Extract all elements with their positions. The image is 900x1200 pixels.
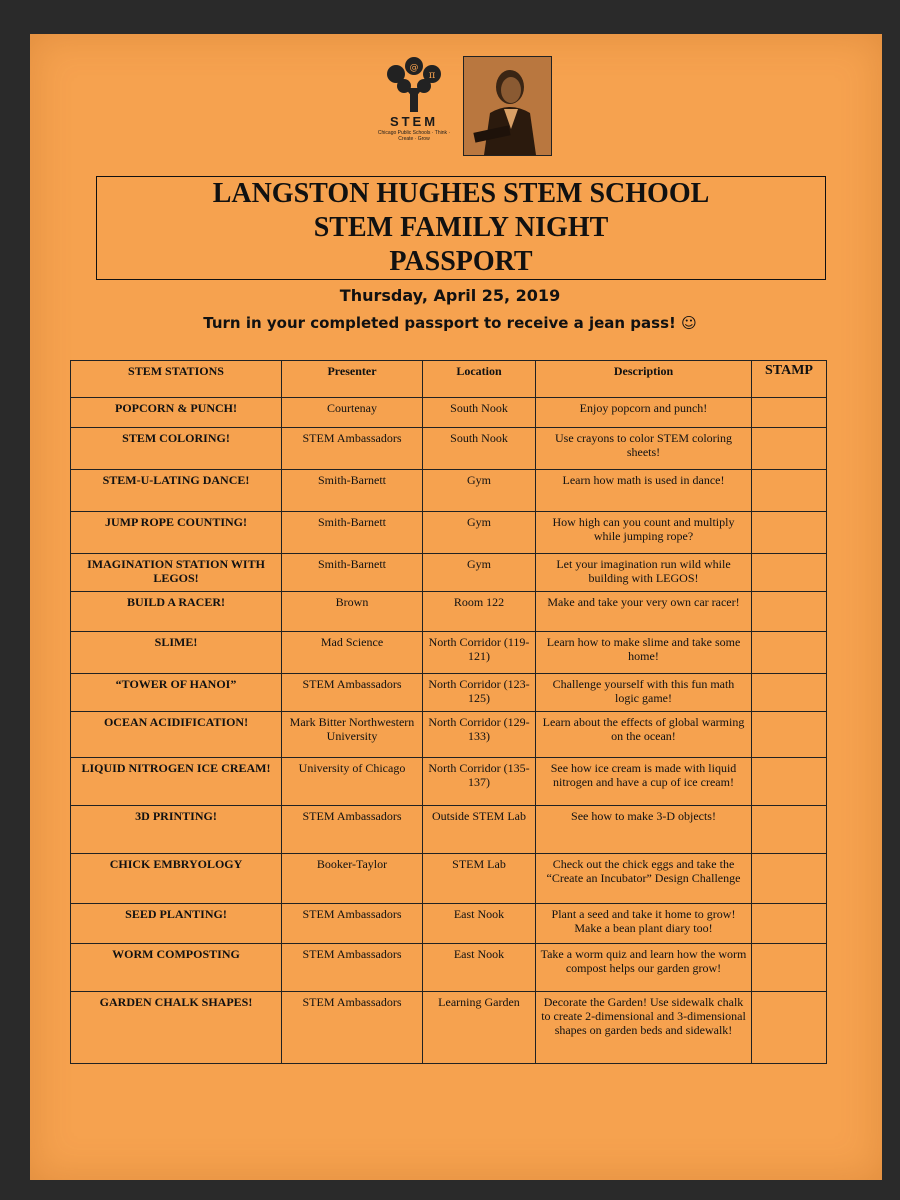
description-cell: Check out the chick eggs and take the “Create an Incubator” Design Challenge	[536, 854, 752, 904]
stamp-cell[interactable]	[752, 512, 827, 554]
table-row	[71, 398, 827, 428]
description-cell: Learn how math is used in dance!	[536, 470, 752, 512]
presenter-cell: STEM Ambassadors	[282, 674, 423, 712]
location-cell: North Corridor (119-121)	[423, 632, 536, 674]
header-stations: STEM STATIONS	[71, 361, 282, 398]
presenter-cell: Mad Science	[282, 632, 423, 674]
description-cell: See how ice cream is made with liquid nitrogen and have a cup of ice cream!	[536, 758, 752, 806]
station-cell: SLIME!	[71, 632, 282, 674]
stamp-cell[interactable]	[752, 428, 827, 470]
station-cell: SEED PLANTING!	[71, 904, 282, 944]
location-cell: South Nook	[423, 428, 536, 470]
logo-subtext: Chicago Public Schools · Think · Create · Grow	[377, 130, 451, 142]
location-cell: South Nook	[423, 398, 536, 428]
station-cell: STEM COLORING!	[71, 428, 282, 470]
location-cell: Gym	[423, 512, 536, 554]
title-box	[96, 176, 826, 280]
header-stamp: STAMP	[752, 361, 827, 398]
school-name: LANGSTON HUGHES STEM SCHOOL	[212, 178, 710, 209]
station-cell: POPCORN & PUNCH!	[71, 398, 282, 428]
passport-heading: PASSPORT	[389, 246, 533, 277]
presenter-cell: Booker-Taylor	[282, 854, 423, 904]
svg-text:@: @	[409, 63, 419, 73]
portrait-photo	[463, 56, 552, 156]
station-cell: JUMP ROPE COUNTING!	[71, 512, 282, 554]
logo-wordmark: STEM	[389, 114, 439, 129]
description-cell: Challenge yourself with this fun math logic game!	[536, 674, 752, 712]
event-date: Thursday, April 25, 2019	[339, 286, 561, 305]
location-cell: Room 122	[423, 592, 536, 632]
presenter-cell: Mark Bitter Northwestern University	[282, 712, 423, 758]
station-cell: WORM COMPOSTING	[71, 944, 282, 992]
stem-logo	[374, 52, 454, 152]
description-cell: Plant a seed and take it home to grow! Make a bean plant diary too!	[536, 904, 752, 944]
instruction-text: Turn in your completed passport to receive a jean pass! ☺	[203, 314, 697, 332]
stamp-cell[interactable]	[752, 554, 827, 592]
location-cell: East Nook	[423, 944, 536, 992]
location-cell: Gym	[423, 470, 536, 512]
description-cell: Make and take your very own car racer!	[536, 592, 752, 632]
presenter-cell: STEM Ambassadors	[282, 428, 423, 470]
table-row	[71, 512, 827, 554]
description-cell: Use crayons to color STEM coloring sheets!	[536, 428, 752, 470]
description-cell: See how to make 3-D objects!	[536, 806, 752, 854]
table-row	[71, 470, 827, 512]
description-cell: How high can you count and multiply while jumping rope?	[536, 512, 752, 554]
location-cell: Gym	[423, 554, 536, 592]
presenter-cell: STEM Ambassadors	[282, 992, 423, 1064]
table-body	[71, 398, 827, 1064]
description-cell: Learn about the effects of global warming on the ocean!	[536, 712, 752, 758]
stamp-cell[interactable]	[752, 398, 827, 428]
header-location: Location	[423, 361, 536, 398]
stamp-cell[interactable]	[752, 944, 827, 992]
description-cell: Decorate the Garden! Use sidewalk chalk to create 2-dimensional and 3-dimensional shapes on garden beds and sidewalk!	[536, 992, 752, 1064]
table-row	[71, 592, 827, 632]
location-cell: North Corridor (135-137)	[423, 758, 536, 806]
location-cell: STEM Lab	[423, 854, 536, 904]
table-row	[71, 632, 827, 674]
presenter-cell: STEM Ambassadors	[282, 904, 423, 944]
header-presenter: Presenter	[282, 361, 423, 398]
table-row	[71, 904, 827, 944]
table-row	[71, 554, 827, 592]
stamp-cell[interactable]	[752, 758, 827, 806]
description-cell: Learn how to make slime and take some home!	[536, 632, 752, 674]
presenter-cell: University of Chicago	[282, 758, 423, 806]
stamp-cell[interactable]	[752, 904, 827, 944]
description-cell: Let your imagination run wild while building with LEGOS!	[536, 554, 752, 592]
table-row	[71, 428, 827, 470]
table-row	[71, 992, 827, 1064]
table-row	[71, 758, 827, 806]
stamp-cell[interactable]	[752, 992, 827, 1064]
location-cell: North Corridor (123-125)	[423, 674, 536, 712]
presenter-cell: Smith-Barnett	[282, 512, 423, 554]
presenter-cell: Smith-Barnett	[282, 554, 423, 592]
presenter-cell: Smith-Barnett	[282, 470, 423, 512]
station-cell: “TOWER OF HANOI”	[71, 674, 282, 712]
presenter-cell: STEM Ambassadors	[282, 806, 423, 854]
presenter-cell: Brown	[282, 592, 423, 632]
station-cell: IMAGINATION STATION WITH LEGOS!	[71, 554, 282, 592]
table-header-row	[71, 361, 827, 398]
stamp-cell[interactable]	[752, 854, 827, 904]
header-description: Description	[536, 361, 752, 398]
location-cell: East Nook	[423, 904, 536, 944]
stamp-cell[interactable]	[752, 592, 827, 632]
table-row	[71, 854, 827, 904]
description-cell: Enjoy popcorn and punch!	[536, 398, 752, 428]
station-cell: 3D PRINTING!	[71, 806, 282, 854]
station-cell: STEM-U-LATING DANCE!	[71, 470, 282, 512]
location-cell: Learning Garden	[423, 992, 536, 1064]
stamp-cell[interactable]	[752, 470, 827, 512]
tree-icon	[374, 52, 454, 114]
station-cell: BUILD A RACER!	[71, 592, 282, 632]
description-cell: Take a worm quiz and learn how the worm compost helps our garden grow!	[536, 944, 752, 992]
table-row	[71, 712, 827, 758]
station-cell: GARDEN CHALK SHAPES!	[71, 992, 282, 1064]
station-cell: LIQUID NITROGEN ICE CREAM!	[71, 758, 282, 806]
location-cell: Outside STEM Lab	[423, 806, 536, 854]
stations-table	[70, 360, 827, 1064]
station-cell: OCEAN ACIDIFICATION!	[71, 712, 282, 758]
event-name: STEM FAMILY NIGHT	[313, 212, 609, 243]
svg-text:π: π	[428, 70, 436, 81]
stamp-cell[interactable]	[752, 632, 827, 674]
table-row	[71, 674, 827, 712]
location-cell: North Corridor (129-133)	[423, 712, 536, 758]
table-row	[71, 944, 827, 992]
stamp-cell[interactable]	[752, 806, 827, 854]
stamp-cell[interactable]	[752, 712, 827, 758]
presenter-cell: Courtenay	[282, 398, 423, 428]
stamp-cell[interactable]	[752, 674, 827, 712]
table-row	[71, 806, 827, 854]
presenter-cell: STEM Ambassadors	[282, 944, 423, 992]
station-cell: CHICK EMBRYOLOGY	[71, 854, 282, 904]
